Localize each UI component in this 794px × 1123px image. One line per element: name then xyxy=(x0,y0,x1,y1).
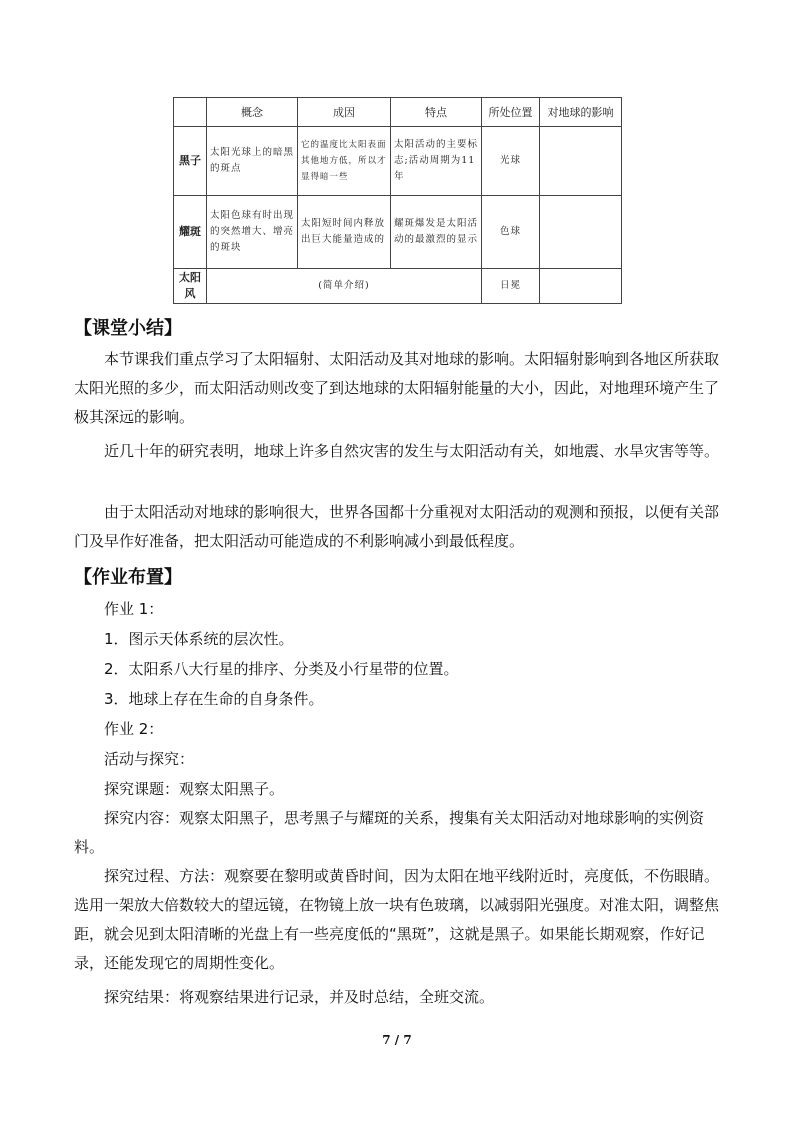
table-row xyxy=(174,196,622,269)
feature-cell: 耀斑爆发是太阳活动的最激烈的显示 xyxy=(391,196,482,269)
row-name: 耀斑 xyxy=(174,196,207,269)
table-header-cell: 成因 xyxy=(298,98,391,127)
impact-cell xyxy=(540,269,622,304)
table-header-cell xyxy=(174,98,207,127)
homework-2-title: 作业 2： xyxy=(104,720,164,738)
table-row xyxy=(174,269,622,304)
summary-heading: 【课堂小结】 xyxy=(74,318,182,339)
homework-item: 1．图示天体系统的层次性。 xyxy=(104,630,294,648)
summary-paragraph: 本节课我们重点学习了太阳辐射、太阳活动及其对地球的影响。太阳辐射影响到各地区所获取太阳光照的多少，而太阳活动则改变了到达地球的太阳辐射能量的大小，因此，对地理环境产生了极其深远的影响。 xyxy=(74,350,720,426)
explore-topic: 探究课题：观察太阳黑子。 xyxy=(104,780,285,798)
activity-label: 活动与探究： xyxy=(104,750,195,768)
summary-paragraph: 近几十年的研究表明，地球上许多自然灾害的发生与太阳活动有关，如地震、水旱灾害等等。 xyxy=(104,442,720,460)
row-name: 太阳风 xyxy=(174,269,207,304)
solar-activity-table xyxy=(173,97,622,304)
impact-cell xyxy=(540,196,622,269)
explore-process: 探究过程、方法：观察要在黎明或黄昏时间，因为太阳在地平线附近时，亮度低，不伤眼睛。选用一架放大倍数较大的望远镜，在物镜上放一块有色玻璃，以减弱阳光强度。对准太阳，调整焦距，就会见到太阳清晰的光盘上有一些亮度低的“黑斑”，这就是黑子。如果能长期观察，作好记录，还能发现它的周期性变化。 xyxy=(74,867,720,972)
concept-cell: 太阳光球上的暗黑的斑点 xyxy=(207,127,298,196)
concept-cell: 太阳色球有时出现的突然增大、增亮的斑块 xyxy=(207,196,298,269)
table-header-cell: 对地球的影响 xyxy=(540,98,622,127)
position-cell: 日冕 xyxy=(482,269,540,304)
homework-heading: 【作业布置】 xyxy=(74,567,182,588)
concept-cell: (简单介绍) xyxy=(207,269,482,304)
position-cell: 光球 xyxy=(482,127,540,196)
homework-item: 3．地球上存在生命的自身条件。 xyxy=(104,690,324,708)
explore-content: 探究内容：观察太阳黑子，思考黑子与耀斑的关系，搜集有关太阳活动对地球影响的实例资料。 xyxy=(74,809,705,856)
summary-paragraph: 由于太阳活动对地球的影响很大，世界各国都十分重视对太阳活动的观测和预报，以便有关部门及早作好准备，把太阳活动可能造成的不利影响减小到最低程度。 xyxy=(74,503,720,550)
cause-cell: 它的温度比太阳表面其他地方低，所以才显得暗一些 xyxy=(298,127,391,196)
table-header-cell: 特点 xyxy=(391,98,482,127)
explore-result: 探究结果：将观察结果进行记录，并及时总结，全班交流。 xyxy=(104,988,495,1006)
feature-cell: 太阳活动的主要标志;活动周期为11年 xyxy=(391,127,482,196)
position-cell: 色球 xyxy=(482,196,540,269)
impact-cell xyxy=(540,127,622,196)
homework-item: 2．太阳系八大行星的排序、分类及小行星带的位置。 xyxy=(104,660,459,678)
row-name: 黑子 xyxy=(174,127,207,196)
table-header-row xyxy=(174,98,622,127)
table-row xyxy=(174,127,622,196)
homework-1-title: 作业 1： xyxy=(104,600,164,618)
page-number: 7 / 7 xyxy=(382,1033,412,1047)
table-header-cell: 概念 xyxy=(207,98,298,127)
cause-cell: 太阳短时间内释放出巨大能量造成的 xyxy=(298,196,391,269)
table-header-cell: 所处位置 xyxy=(482,98,540,127)
